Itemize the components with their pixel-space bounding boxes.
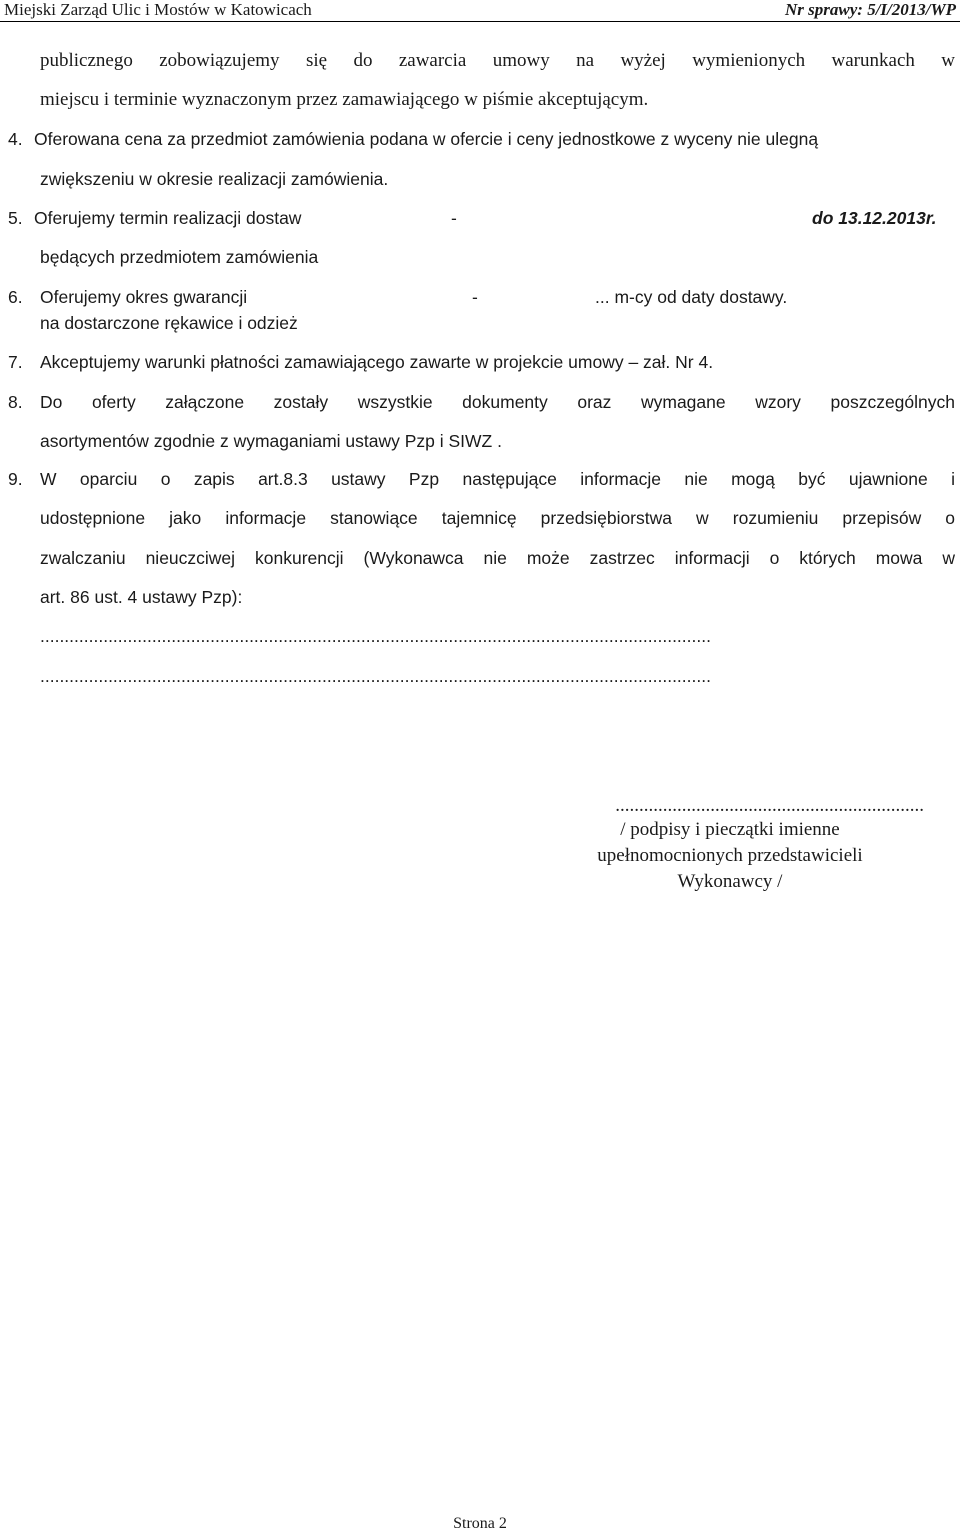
item-9-line-4: art. 86 ust. 4 ustawy Pzp): (40, 587, 243, 607)
header-case-number: Nr sprawy: 5/I/2013/WP (785, 0, 956, 19)
fill-in-dotted-line-1: .......................................................................................................................................... (40, 626, 711, 646)
signature-caption-line-2: upełnomocnionych przedstawicieli (597, 845, 863, 866)
page-number: Strona 2 (453, 1515, 507, 1532)
item-5-label: Oferujemy termin realizacji dostaw (34, 208, 302, 228)
item-5-line-2: będących przedmiotem zamówienia (40, 247, 319, 267)
item-8-line-2: asortymentów zgodnie z wymaganiami ustawy Pzp i SIWZ . (40, 431, 502, 451)
item-4-line-1: Oferowana cena za przedmiot zamówienia podana w ofercie i ceny jednostkowe z wyceny nie ulegną (34, 129, 819, 149)
item-9-line-2: udostępnione jako informacje stanowiące tajemnicę przedsiębiorstwa w rozumieniu przepisów o (40, 508, 955, 528)
signature-dotted-line: ................................................................. (615, 795, 924, 816)
paragraph-3-line-1: publicznego zobowiązujemy się do zawarcia umowy na wyżej wymienionych warunkach w (40, 50, 955, 71)
item-6-label: Oferujemy okres gwarancji (40, 287, 248, 307)
item-9-line-1: W oparciu o zapis art.8.3 ustawy Pzp następujące informacje nie mogą być ujawnione i (40, 469, 955, 489)
item-5-dash: - (451, 208, 457, 228)
fill-in-dotted-line-2: .......................................................................................................................................... (40, 666, 711, 686)
page-header (0, 0, 960, 22)
item-8-number: 8. (8, 392, 23, 412)
item-7-number: 7. (8, 352, 23, 372)
item-6-warranty-value: ... m-cy od daty dostawy. (595, 287, 788, 307)
header-institution: Miejski Zarząd Ulic i Mostów w Katowicach (4, 0, 312, 19)
item-8-line-1: Do oferty załączone zostały wszystkie dokumenty oraz wymagane wzory poszczególnych (40, 392, 955, 412)
item-7-line-1: Akceptujemy warunki płatności zamawiającego zawarte w projekcie umowy – zał. Nr 4. (40, 352, 714, 372)
item-4-line-2: zwiększeniu w okresie realizacji zamówienia. (40, 169, 389, 189)
signature-caption-line-3: Wykonawcy / (677, 871, 783, 892)
signature-caption-line-1: / podpisy i pieczątki imienne (620, 819, 840, 840)
item-9-line-3: zwalczaniu nieuczciwej konkurencji (Wykonawca nie może zastrzec informacji o których mowa w (40, 548, 955, 568)
item-6-dash: - (472, 287, 478, 307)
paragraph-3-line-2: miejscu i terminie wyznaczonym przez zamawiającego w piśmie akceptującym. (40, 89, 649, 110)
item-5-number: 5. (8, 208, 23, 228)
item-6-line-2: na dostarczone rękawice i odzież (40, 313, 298, 333)
item-6-number: 6. (8, 287, 23, 307)
item-4-number: 4. (8, 129, 23, 149)
item-5-delivery-date: do 13.12.2013r. (812, 208, 937, 228)
item-9-number: 9. (8, 469, 23, 489)
